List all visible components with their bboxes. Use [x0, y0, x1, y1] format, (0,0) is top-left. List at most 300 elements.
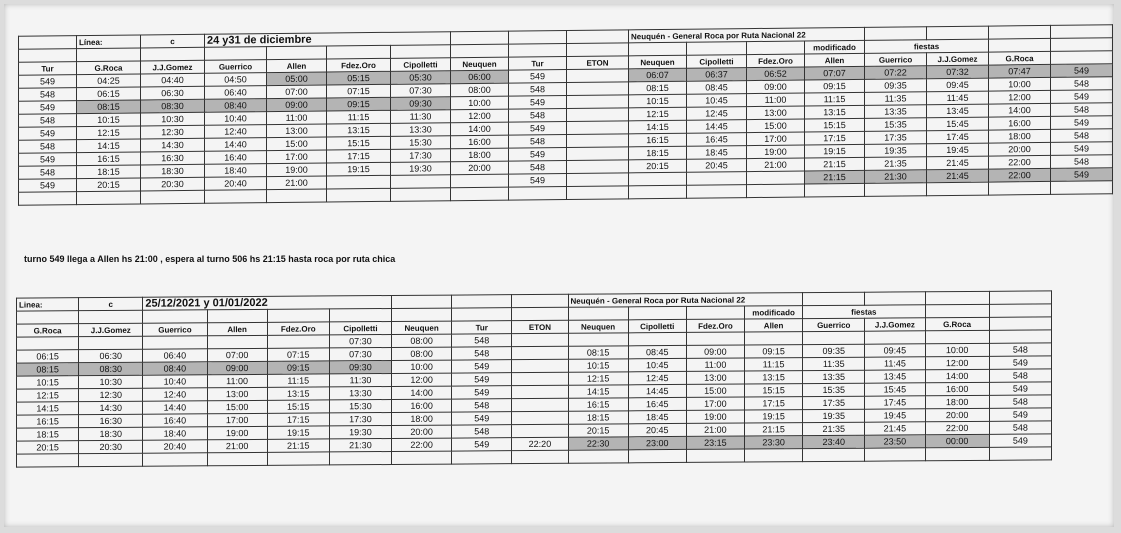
time-cell: 16:40 — [143, 414, 207, 427]
time-cell: 20:00 — [451, 161, 509, 175]
time-cell: 06:30 — [141, 86, 205, 100]
time-cell: 549 — [509, 147, 567, 161]
time-cell: 05:00 — [267, 72, 327, 86]
time-cell: 549 — [509, 173, 567, 187]
schedule-table-dec25-jan01 — [16, 290, 1052, 467]
time-cell: 549 — [1051, 142, 1113, 156]
time-cell: 17:00 — [686, 397, 744, 410]
time-cell: 11:35 — [865, 92, 927, 106]
time-cell: 17:45 — [865, 396, 925, 409]
time-cell: 22:00 — [989, 168, 1051, 182]
time-cell: 549 — [1051, 64, 1113, 78]
col-header: Fdez.Oro — [327, 58, 391, 72]
empty-cell — [989, 330, 1051, 343]
time-cell — [512, 372, 568, 385]
time-cell: 15:30 — [329, 399, 391, 412]
time-cell: 548 — [1051, 155, 1113, 169]
time-cell: 11:30 — [391, 110, 451, 124]
time-cell: 06:15 — [17, 350, 79, 363]
time-cell: 12:00 — [925, 356, 989, 369]
col-header: J.J.Gomez — [865, 318, 925, 331]
time-cell: 549 — [19, 179, 77, 193]
time-cell: 20:30 — [79, 440, 143, 453]
col-header: Neuquen — [629, 55, 687, 69]
time-cell: 17:35 — [803, 396, 865, 409]
time-cell: 14:15 — [568, 385, 628, 398]
time-cell: 548 — [509, 134, 567, 148]
time-cell — [207, 335, 267, 348]
time-cell: 19:00 — [267, 163, 327, 177]
time-cell: 549 — [452, 360, 512, 373]
time-cell: 22:20 — [512, 437, 568, 450]
time-cell: 15:35 — [803, 383, 865, 396]
time-cell: 13:30 — [329, 386, 391, 399]
time-cell: 17:30 — [329, 412, 391, 425]
time-cell: 11:00 — [207, 374, 267, 387]
time-cell — [629, 172, 687, 186]
time-cell: 549 — [989, 356, 1051, 369]
time-cell: 549 — [19, 75, 77, 89]
time-cell: 15:15 — [744, 384, 802, 397]
time-cell: 20:00 — [392, 425, 452, 438]
time-cell: 21:15 — [267, 439, 329, 452]
time-cell: 14:45 — [628, 384, 686, 397]
time-cell: 11:15 — [805, 92, 865, 106]
time-cell: 06:37 — [687, 68, 747, 82]
time-cell: 16:15 — [568, 398, 628, 411]
time-cell — [567, 147, 629, 161]
time-cell — [79, 336, 143, 349]
time-cell: 06:40 — [205, 86, 267, 100]
time-cell: 07:47 — [989, 64, 1051, 78]
col-header: Fdez.Oro — [747, 54, 805, 68]
time-cell: 08:00 — [451, 83, 509, 97]
time-cell: 549 — [19, 101, 77, 115]
time-cell: 10:15 — [568, 359, 628, 372]
time-cell: 09:15 — [327, 97, 391, 111]
time-cell: 17:30 — [391, 149, 451, 163]
col-header: J.J.Gomez — [79, 323, 143, 336]
time-cell: 10:15 — [17, 376, 79, 389]
time-cell: 18:15 — [17, 428, 79, 441]
fiestas-label: fiestas — [803, 305, 925, 319]
time-cell: 11:15 — [744, 358, 802, 371]
time-cell: 08:45 — [628, 345, 686, 358]
time-cell: 16:00 — [392, 399, 452, 412]
time-cell: 10:00 — [989, 77, 1051, 91]
time-cell: 07:15 — [327, 84, 391, 98]
time-cell: 20:45 — [687, 159, 747, 173]
time-cell: 14:00 — [989, 103, 1051, 117]
time-cell: 08:30 — [141, 99, 205, 113]
col-header: Cipolletti — [628, 319, 686, 332]
time-cell: 14:30 — [79, 401, 143, 414]
time-cell: 549 — [19, 153, 77, 167]
time-cell: 08:45 — [687, 81, 747, 95]
time-cell: 06:00 — [451, 70, 509, 84]
time-cell — [391, 175, 451, 189]
time-cell: 21:30 — [865, 170, 927, 184]
time-cell: 12:30 — [79, 388, 143, 401]
col-header: Tur — [452, 321, 512, 334]
time-cell: 17:00 — [207, 413, 267, 426]
time-cell: 11:35 — [803, 357, 865, 370]
time-cell: 13:15 — [327, 123, 391, 137]
time-cell: 18:00 — [392, 412, 452, 425]
empty-cell — [744, 332, 802, 345]
time-cell — [567, 134, 629, 148]
time-cell: 548 — [19, 166, 77, 180]
time-cell — [512, 385, 568, 398]
empty-cell — [568, 333, 628, 346]
col-header: Allen — [744, 319, 802, 332]
time-cell: 11:00 — [686, 358, 744, 371]
time-cell — [747, 171, 805, 185]
time-cell: 18:00 — [451, 148, 509, 162]
time-cell: 09:00 — [267, 98, 327, 112]
col-header: Neuquen — [568, 320, 628, 333]
time-cell: 16:00 — [989, 116, 1051, 130]
time-cell: 548 — [452, 425, 512, 438]
time-cell: 20:15 — [629, 159, 687, 173]
time-cell: 15:00 — [267, 137, 327, 151]
time-cell: 20:15 — [77, 178, 141, 192]
time-cell: 09:15 — [744, 345, 802, 358]
time-cell: 08:00 — [392, 347, 452, 360]
col-header: G.Roca — [17, 324, 79, 337]
time-cell: 07:07 — [805, 66, 865, 80]
date-title: 25/12/2021 y 01/01/2022 — [143, 295, 392, 310]
time-cell: 18:00 — [989, 129, 1051, 143]
time-cell: 15:00 — [686, 384, 744, 397]
empty-cell — [803, 331, 865, 344]
time-cell: 07:15 — [267, 348, 329, 361]
c-label: c — [79, 297, 143, 310]
col-header: J.J.Gomez — [927, 52, 989, 66]
time-cell — [567, 69, 629, 83]
time-cell: 12:00 — [392, 373, 452, 386]
time-cell: 549 — [452, 373, 512, 386]
col-header: Fdez.Oro — [686, 319, 744, 332]
time-cell: 08:15 — [629, 81, 687, 95]
time-cell: 18:00 — [925, 395, 989, 408]
time-cell: 20:30 — [141, 177, 205, 191]
time-cell: 10:40 — [205, 112, 267, 126]
time-cell: 17:15 — [267, 413, 329, 426]
time-cell: 16:15 — [17, 415, 79, 428]
time-cell: 05:15 — [327, 71, 391, 85]
time-cell: 16:45 — [628, 397, 686, 410]
time-cell: 12:15 — [77, 126, 141, 140]
time-cell: 548 — [509, 108, 567, 122]
time-cell: 04:50 — [205, 73, 267, 87]
time-cell: 07:30 — [391, 84, 451, 98]
col-header: ETON — [512, 320, 568, 333]
time-cell: 14:40 — [205, 138, 267, 152]
route-title: Neuquén - General Roca por Ruta Nacional 22 — [629, 27, 865, 42]
time-cell: 16:30 — [141, 151, 205, 165]
time-cell: 11:30 — [329, 373, 391, 386]
time-cell: 12:00 — [989, 90, 1051, 104]
time-cell: 14:15 — [17, 402, 79, 415]
time-cell: 20:00 — [989, 142, 1051, 156]
time-cell — [512, 424, 568, 437]
time-cell: 19:15 — [267, 426, 329, 439]
empty-cell — [628, 332, 686, 345]
time-cell: 23:50 — [865, 435, 925, 448]
col-header: Allen — [267, 59, 327, 73]
time-cell: 18:40 — [143, 427, 207, 440]
time-cell — [687, 172, 747, 186]
time-cell: 22:00 — [989, 155, 1051, 169]
time-cell: 12:40 — [205, 125, 267, 139]
time-cell: 17:00 — [267, 150, 327, 164]
fiestas-label: fiestas — [865, 39, 989, 53]
time-cell: 19:45 — [927, 143, 989, 157]
time-cell: 15:15 — [805, 118, 865, 132]
time-cell: 08:15 — [77, 100, 141, 114]
col-header: Fdez.Oro — [267, 322, 329, 335]
time-cell: 10:15 — [629, 94, 687, 108]
time-cell: 08:30 — [79, 362, 143, 375]
col-header: G.Roca — [989, 51, 1051, 65]
time-cell: 21:30 — [329, 438, 391, 451]
time-cell: 548 — [452, 399, 512, 412]
time-cell — [512, 346, 568, 359]
col-header: Guerrico — [803, 318, 865, 331]
time-cell — [267, 335, 329, 348]
time-cell: 18:45 — [687, 146, 747, 160]
time-cell: 16:30 — [79, 414, 143, 427]
time-cell: 14:30 — [141, 138, 205, 152]
modificado-label: modificado — [744, 306, 802, 319]
time-cell: 549 — [452, 438, 512, 451]
col-header: Allen — [207, 322, 267, 335]
time-cell: 21:35 — [865, 157, 927, 171]
time-cell: 549 — [989, 434, 1051, 447]
time-cell: 11:00 — [267, 111, 327, 125]
time-cell: 19:30 — [329, 425, 391, 438]
time-cell: 09:15 — [267, 361, 329, 374]
time-cell: 06:52 — [747, 67, 805, 81]
time-cell: 19:35 — [803, 409, 865, 422]
time-cell: 13:45 — [865, 370, 925, 383]
time-cell: 549 — [509, 95, 567, 109]
time-cell: 23:00 — [628, 436, 686, 449]
time-cell: 18:40 — [205, 164, 267, 178]
time-cell: 548 — [452, 347, 512, 360]
time-cell: 548 — [509, 82, 567, 96]
time-cell: 13:15 — [744, 371, 802, 384]
time-cell — [451, 174, 509, 188]
time-cell — [567, 121, 629, 135]
time-cell: 21:15 — [744, 423, 802, 436]
time-cell: 548 — [19, 114, 77, 128]
time-cell: 548 — [989, 343, 1051, 356]
time-cell: 22:00 — [925, 421, 989, 434]
col-header: Allen — [805, 53, 865, 67]
time-cell: 18:30 — [79, 427, 143, 440]
time-cell: 18:15 — [77, 165, 141, 179]
time-cell: 09:35 — [803, 344, 865, 357]
time-cell: 19:45 — [865, 409, 925, 422]
time-cell — [567, 95, 629, 109]
time-cell: 548 — [509, 160, 567, 174]
time-cell: 11:15 — [327, 110, 391, 124]
time-cell: 10:30 — [79, 375, 143, 388]
time-cell: 15:45 — [865, 383, 925, 396]
time-cell: 14:00 — [392, 386, 452, 399]
time-cell: 18:30 — [141, 164, 205, 178]
time-cell: 19:35 — [865, 144, 927, 158]
col-header: Tur — [19, 62, 77, 76]
modificado-label: modificado — [805, 40, 865, 54]
time-cell: 549 — [1051, 90, 1113, 104]
time-cell: 548 — [1051, 103, 1113, 117]
time-cell: 18:15 — [629, 146, 687, 160]
time-cell: 21:00 — [267, 176, 327, 190]
time-cell: 548 — [989, 421, 1051, 434]
time-cell: 12:15 — [568, 372, 628, 385]
time-cell: 11:45 — [865, 357, 925, 370]
col-header: Guerrico — [865, 53, 927, 67]
time-cell: 20:15 — [17, 441, 79, 454]
time-cell: 07:00 — [207, 348, 267, 361]
schedule-sheet — [4, 4, 1114, 527]
time-cell — [512, 411, 568, 424]
time-cell: 23:40 — [803, 435, 865, 448]
time-cell: 21:00 — [747, 158, 805, 172]
time-cell: 21:45 — [865, 422, 925, 435]
col-header: Neuquen — [392, 321, 452, 334]
time-cell: 21:45 — [927, 169, 989, 183]
time-cell: 16:00 — [451, 135, 509, 149]
time-cell: 13:15 — [267, 387, 329, 400]
time-cell: 07:32 — [927, 65, 989, 79]
time-cell: 548 — [1051, 129, 1113, 143]
time-cell: 06:40 — [143, 349, 207, 362]
time-cell: 10:00 — [451, 96, 509, 110]
time-cell: 549 — [509, 121, 567, 135]
time-cell: 16:40 — [205, 151, 267, 165]
time-cell: 09:45 — [927, 78, 989, 92]
time-cell: 14:00 — [451, 122, 509, 136]
time-cell: 13:00 — [267, 124, 327, 138]
time-cell: 10:45 — [687, 94, 747, 108]
time-cell: 549 — [989, 408, 1051, 421]
note-text: turno 549 llega a Allen hs 21:00 , espera al turno 506 hs 21:15 hasta roca por ruta chica — [24, 254, 396, 264]
col-header: Cipolletti — [687, 55, 747, 69]
time-cell: 14:40 — [143, 401, 207, 414]
time-cell: 21:45 — [927, 156, 989, 170]
col-header: Cipolletti — [329, 321, 391, 334]
time-cell: 04:40 — [141, 73, 205, 87]
time-cell: 18:45 — [628, 410, 686, 423]
time-cell: 07:30 — [329, 347, 391, 360]
time-cell — [327, 175, 391, 189]
time-cell: 19:15 — [744, 410, 802, 423]
time-cell: 20:40 — [205, 177, 267, 191]
col-header: ETON — [567, 56, 629, 70]
time-cell: 10:15 — [77, 113, 141, 127]
time-cell: 11:00 — [747, 93, 805, 107]
table2-body — [17, 330, 1052, 454]
time-cell: 548 — [452, 334, 512, 347]
time-cell: 14:45 — [687, 120, 747, 134]
time-cell: 17:00 — [747, 132, 805, 146]
schedule-table-dec24-31 — [18, 24, 1113, 205]
time-cell: 10:00 — [925, 343, 989, 356]
time-cell: 08:00 — [392, 334, 452, 347]
c-label: c — [141, 34, 205, 48]
time-cell: 20:15 — [568, 424, 628, 437]
col-header: G.Roca — [77, 61, 141, 75]
empty-cell — [686, 332, 744, 345]
time-cell: 14:00 — [925, 369, 989, 382]
linea-label: Línea: — [77, 35, 141, 49]
time-cell: 08:15 — [568, 346, 628, 359]
time-cell: 13:15 — [805, 105, 865, 119]
time-cell: 20:45 — [628, 423, 686, 436]
time-cell: 549 — [509, 69, 567, 83]
time-cell: 09:35 — [865, 79, 927, 93]
time-cell: 15:35 — [865, 118, 927, 132]
time-cell: 16:15 — [629, 133, 687, 147]
time-cell: 09:30 — [329, 360, 391, 373]
time-cell: 19:15 — [327, 162, 391, 176]
time-cell: 17:15 — [327, 149, 391, 163]
time-cell: 13:00 — [747, 106, 805, 120]
time-cell — [567, 160, 629, 174]
time-cell: 22:30 — [568, 437, 628, 450]
time-cell: 16:15 — [77, 152, 141, 166]
col-header: Tur — [509, 56, 567, 70]
time-cell — [567, 108, 629, 122]
time-cell: 21:35 — [803, 422, 865, 435]
time-cell: 21:00 — [686, 423, 744, 436]
time-cell: 07:30 — [329, 334, 391, 347]
linea-label: Linea: — [17, 298, 79, 311]
time-cell: 16:00 — [925, 382, 989, 395]
time-cell: 12:40 — [143, 388, 207, 401]
time-cell: 12:30 — [141, 125, 205, 139]
col-header: Guerrico — [205, 60, 267, 74]
time-cell: 13:35 — [865, 105, 927, 119]
time-cell: 11:45 — [927, 91, 989, 105]
time-cell: 20:00 — [925, 408, 989, 421]
time-cell: 15:00 — [207, 400, 267, 413]
time-cell: 13:35 — [803, 370, 865, 383]
time-cell: 14:15 — [629, 120, 687, 134]
time-cell: 19:00 — [747, 145, 805, 159]
time-cell: 12:00 — [451, 109, 509, 123]
time-cell — [512, 398, 568, 411]
empty-cell — [512, 333, 568, 346]
col-header: J.J.Gomez — [141, 60, 205, 74]
col-header: Cipolletti — [391, 58, 451, 72]
time-cell: 08:40 — [205, 99, 267, 113]
time-cell: 21:00 — [207, 439, 267, 452]
time-cell: 11:15 — [267, 374, 329, 387]
time-cell — [512, 359, 568, 372]
time-cell: 06:30 — [79, 349, 143, 362]
time-cell: 09:00 — [686, 345, 744, 358]
time-cell: 548 — [19, 88, 77, 102]
time-cell: 09:45 — [865, 344, 925, 357]
time-cell: 18:15 — [568, 411, 628, 424]
time-cell: 19:15 — [805, 144, 865, 158]
time-cell: 10:45 — [628, 358, 686, 371]
